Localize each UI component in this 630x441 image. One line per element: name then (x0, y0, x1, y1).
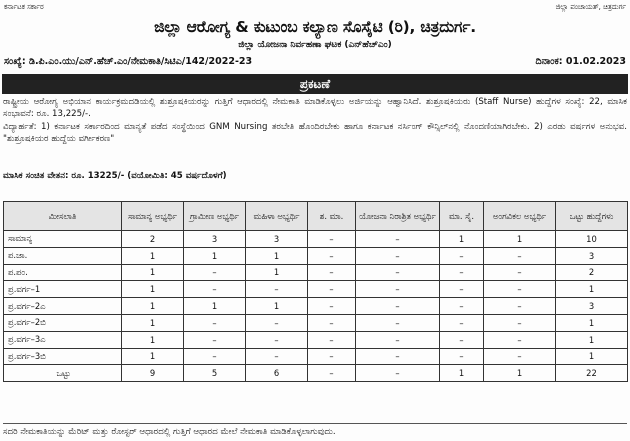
top-line (4, 3, 626, 13)
table-cell: 1 (246, 247, 308, 264)
table-cell: – (184, 314, 246, 331)
table-cell: – (246, 348, 308, 365)
table-row (4, 281, 628, 298)
category-cell: ಪ.ಜಾ. (4, 247, 122, 264)
organization-subtitle: ಜಿಲ್ಲಾ ಯೋಜನಾ ನಿರ್ವಹಣಾ ಘಟಕ (ಎನ್‌ಹೆಚ್‌ಎಂ) (238, 40, 392, 50)
category-cell: ಪ್ರ.ವರ್ಗ–3ಬಿ (4, 348, 122, 365)
table-cell: 1 (484, 231, 556, 248)
table-cell: – (246, 281, 308, 298)
table-cell: – (484, 348, 556, 365)
table-cell: 1 (122, 247, 184, 264)
table-cell: – (308, 298, 356, 315)
table-row (4, 264, 628, 281)
category-cell: ಪ್ರ.ವರ್ಗ–3ಎ (4, 331, 122, 348)
table-cell: 1 (246, 264, 308, 281)
category-cell: ಪ್ರ.ವರ್ಗ–1 (4, 281, 122, 298)
table-cell: 3 (556, 247, 628, 264)
table-cell: – (246, 331, 308, 348)
table-cell: – (308, 281, 356, 298)
table-cell: 1 (122, 264, 184, 281)
table-cell: – (356, 314, 440, 331)
government-label: ಕರ್ನಾಟಕ ಸರ್ಕಾರ (4, 3, 44, 11)
table-cell: – (308, 231, 356, 248)
table-cell: 1 (122, 348, 184, 365)
table-cell: – (356, 365, 440, 382)
table-cell: 1 (184, 247, 246, 264)
notice-heading: ಪ್ರಕಟಣೆ (2, 74, 628, 94)
table-cell: 22 (556, 365, 628, 382)
table-total-row (4, 365, 628, 382)
table-cell: – (484, 298, 556, 315)
table-cell: – (184, 331, 246, 348)
table-cell: – (308, 314, 356, 331)
organization-title: ಜಿಲ್ಲಾ ಆರೋಗ್ಯ & ಕುಟುಂಬ ಕಲ್ಯಾಣ ಸೊಸೈಟಿ (ರಿ), ಚಿತ್ರದುರ್ಗ. (154, 18, 476, 36)
table-cell: – (440, 247, 484, 264)
column-header: ಗ್ರಾಮೀಣ ಅಭ್ಯರ್ಥಿ (184, 202, 246, 231)
table-cell: – (356, 247, 440, 264)
table-cell: 10 (556, 231, 628, 248)
table-cell: 1 (556, 331, 628, 348)
category-cell: ಪ.ಪಂ. (4, 264, 122, 281)
column-header: ಸಾಮಾನ್ಯ ಅಭ್ಯರ್ಥಿ (122, 202, 184, 231)
table-cell: – (308, 264, 356, 281)
table-cell: 1 (122, 314, 184, 331)
table-cell: – (308, 331, 356, 348)
column-header: ಮೀಸಲಾತಿ (4, 202, 122, 231)
table-cell: – (440, 264, 484, 281)
table-cell: 1 (556, 348, 628, 365)
table-row (4, 348, 628, 365)
zilla-panchayat-label: ಜಿಲ್ಲಾ ಪಂಚಾಯತ್, ಚಿತ್ರದುರ್ಗ (555, 3, 626, 11)
table-cell: 2 (556, 264, 628, 281)
qualification-paragraph: ವಿದ್ಯಾರ್ಹತೆ: 1) ಕರ್ನಾಟಕ ಸರ್ಕಾರದಿಂದ ಮಾನ್ಯತೆ ಪಡೆದ ಸಂಸ್ಥೆಯಿಂದ GNM Nursing ತರಬೇತಿ ಹೊಂದಿರಬೇಕು ಹಾಗೂ ಕರ್ನಾಟಕ ನರ್ಸಿಂಗ್ ಕೌನ್ಸಿಲ್‌ನಲ್ಲಿ ನೊಂದಣಿಯಾಗಿರಬೇಕು. 2) ಎರಡು ವರ್ಷಗಳ ಅನುಭವ. "ಶುಶ್ರೂಷಕಿಯರ ಹುದ್ದೆಯ ವರ್ಗೀಕರಣ" (3, 122, 627, 144)
table-cell: – (440, 331, 484, 348)
total-label-cell: ಒಟ್ಟು (4, 365, 122, 382)
table-cell: – (184, 264, 246, 281)
table-cell: – (308, 365, 356, 382)
table-cell: – (484, 247, 556, 264)
table-cell: 1 (440, 231, 484, 248)
column-header: ಅಂಗವಿಕಲ ಅಭ್ಯರ್ಥಿ (484, 202, 556, 231)
notice-date: ದಿನಾಂಕ: 01.02.2023 (535, 56, 626, 67)
table-cell: 2 (122, 231, 184, 248)
table-cell: 3 (184, 231, 246, 248)
table-row (4, 247, 628, 264)
intro-paragraph: ರಾಷ್ಟ್ರೀಯ ಆರೋಗ್ಯ ಅಭಿಯಾನ ಕಾರ್ಯಕ್ರಮದಡಿಯಲ್ಲಿ ಶುಶ್ರೂಷಕಿಯರನ್ನು ಗುತ್ತಿಗೆ ಆಧಾರದಲ್ಲಿ ನೇಮಕಾತಿ ಮಾಡಿಕೊಳ್ಳಲು ಅರ್ಜಿಯನ್ನು ಆಹ್ವಾನಿಸಿದೆ. ಶುಶ್ರೂಷಕಿಯರು (Staff Nurse) ಹುದ್ದೆಗಳ ಸಂಖ್ಯೆ: 22, ಮಾಸಿಕ ಸಂಭಾವನೆ: ರೂ. 13,225/-. (3, 97, 627, 119)
table-cell: – (246, 314, 308, 331)
table-cell: 3 (246, 231, 308, 248)
table-cell: 5 (184, 365, 246, 382)
table-cell: – (440, 314, 484, 331)
category-cell: ಪ್ರ.ವರ್ಗ–2ಎ (4, 298, 122, 315)
table-cell: – (308, 247, 356, 264)
table-cell: – (356, 331, 440, 348)
table-cell: 9 (122, 365, 184, 382)
column-header: ಒಟ್ಟು ಹುದ್ದೆಗಳು (556, 202, 628, 231)
reservation-table (3, 201, 628, 382)
table-cell: – (440, 348, 484, 365)
table-cell: 1 (246, 298, 308, 315)
table-header-row (4, 202, 628, 231)
table-cell: 1 (184, 298, 246, 315)
column-header: ಯೋಜನಾ ನಿರಾಶ್ರಿತ ಅಭ್ಯರ್ಥಿ (356, 202, 440, 231)
table-cell: – (356, 348, 440, 365)
table-cell: 6 (246, 365, 308, 382)
table-cell: – (184, 281, 246, 298)
table-cell: 3 (556, 298, 628, 315)
table-row (4, 314, 628, 331)
column-header: ಶ. ಮಾ. (308, 202, 356, 231)
table-cell: – (308, 348, 356, 365)
table-row (4, 231, 628, 248)
column-header: ಮಾ. ಸೈ. (440, 202, 484, 231)
table-cell: – (184, 348, 246, 365)
table-cell: – (440, 281, 484, 298)
table-cell: 1 (122, 281, 184, 298)
table-cell: 1 (122, 331, 184, 348)
category-cell: ಸಾಮಾನ್ಯ (4, 231, 122, 248)
table-cell: 1 (556, 281, 628, 298)
category-cell: ಪ್ರ.ವರ್ಗ–2ಬಿ (4, 314, 122, 331)
table-cell: 1 (484, 365, 556, 382)
table-cell: – (356, 298, 440, 315)
table-cell: – (356, 231, 440, 248)
table-cell: – (440, 298, 484, 315)
table-cell: 1 (122, 298, 184, 315)
reference-number: ಸಂಖ್ಯೆ: ಡಿ.ಪಿ.ಎಂ.ಯು/ಎನ್.ಹೆಚ್.ಎಂ/ನೇಮಕಾತಿ/ಸಿಟಿಎ/142/2022-23 (4, 56, 253, 67)
table-cell: – (484, 331, 556, 348)
salary-line: ಮಾಸಿಕ ಸಂಚಿತ ವೇತನ: ರೂ. 13225/- (ವಯೋಮಿತಿ: 45 ವರ್ಷದೊಳಗೆ) (3, 171, 227, 181)
reference-line (4, 56, 626, 70)
column-header: ಮಹಿಳಾ ಅಭ್ಯರ್ಥಿ (246, 202, 308, 231)
table-cell: 1 (440, 365, 484, 382)
table-row (4, 298, 628, 315)
table-cell: 1 (556, 314, 628, 331)
table-cell: – (484, 314, 556, 331)
table-cell: – (356, 281, 440, 298)
table-cell: – (484, 264, 556, 281)
footer-note: ಸದರಿ ನೇಮಕಾತಿಯನ್ನು ಮೆರಿಟ್ ಮತ್ತು ರೋಸ್ಟರ್ ಆಧಾರದಲ್ಲಿ ಗುತ್ತಿಗೆ ಆಧಾರದ ಮೇಲೆ ನೇಮಕಾತಿ ಮಾಡಿಕೊಳ್ಳಲಾಗುವುದು. (3, 423, 627, 437)
table-cell: – (356, 264, 440, 281)
table-cell: – (484, 281, 556, 298)
table-row (4, 331, 628, 348)
